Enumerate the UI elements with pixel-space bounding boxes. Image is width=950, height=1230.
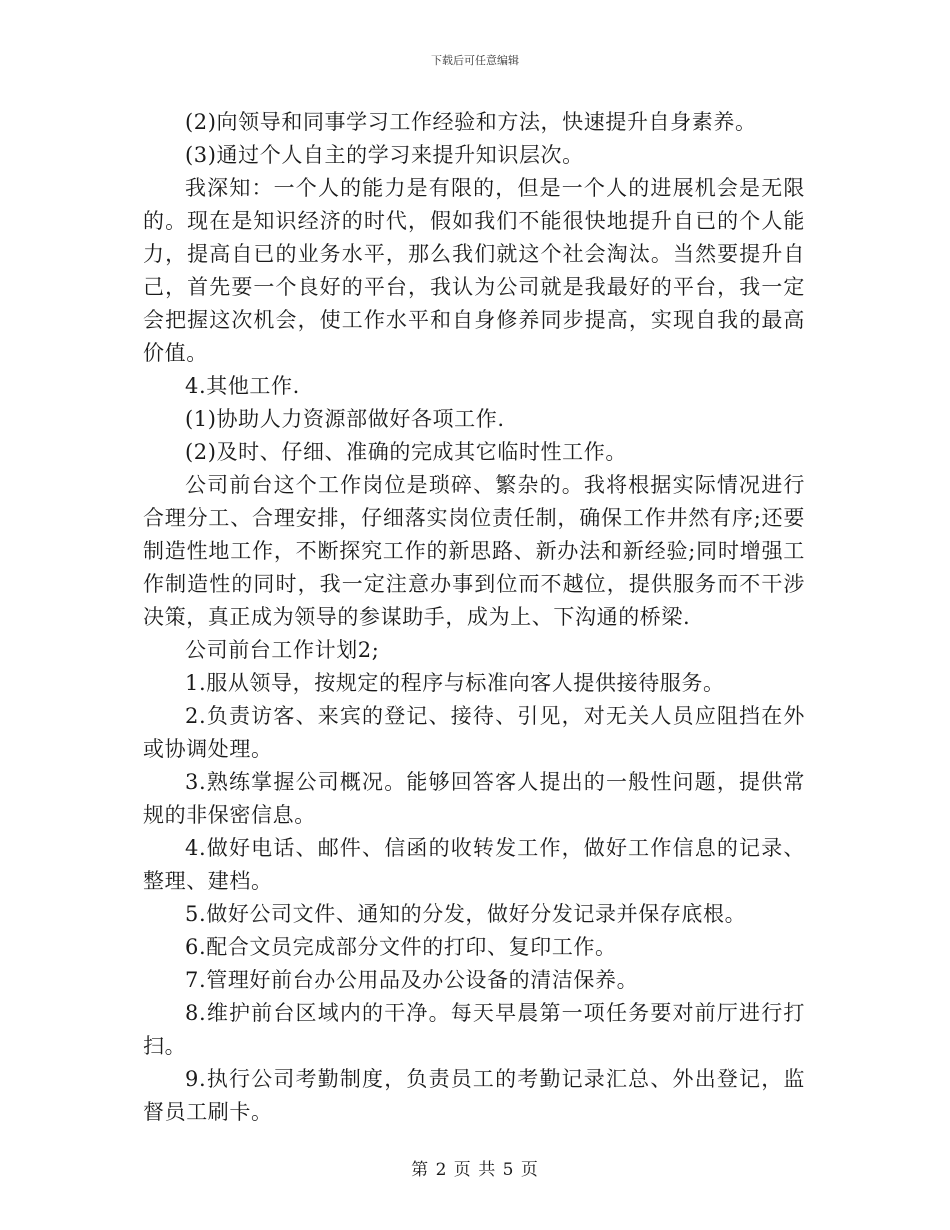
page-header: 下载后可任意编辑 bbox=[431, 54, 519, 67]
paragraph: (1)协助人力资源部做好各项工作. bbox=[185, 407, 505, 431]
document-body bbox=[143, 106, 805, 1129]
paragraph: 4.做好电话、邮件、信函的收转发工作，做好工作信息的记录、整理、建档。 bbox=[143, 836, 805, 893]
page-number: 第 2 页 共 5 页 bbox=[411, 1160, 539, 1180]
paragraph: 8.维护前台区域内的干净。每天早晨第一项任务要对前厅进行打扫。 bbox=[143, 1001, 805, 1058]
paragraph: (2)向领导和同事学习工作经验和方法，快速提升自身素养。 bbox=[185, 110, 757, 134]
paragraph: 6.配合文员完成部分文件的打印、复印工作。 bbox=[185, 935, 617, 959]
paragraph: 4.其他工作. bbox=[185, 374, 300, 398]
paragraph: 2.负责访客、来宾的登记、接待、引见，对无关人员应阻挡在外或协调处理。 bbox=[143, 704, 805, 761]
paragraph: 9.执行公司考勤制度，负责员工的考勤记录汇总、外出登记，监督员工刷卡。 bbox=[143, 1067, 805, 1124]
paragraph: 7.管理好前台办公用品及办公设备的清洁保养。 bbox=[185, 968, 639, 992]
paragraph: 3.熟练掌握公司概况。能够回答客人提出的一般性问题，提供常规的非保密信息。 bbox=[143, 770, 805, 827]
paragraph: 5.做好公司文件、通知的分发，做好分发记录并保存底根。 bbox=[185, 902, 747, 926]
paragraph: 1.服从领导，按规定的程序与标准向客人提供接待服务。 bbox=[185, 671, 725, 695]
paragraph: 公司前台工作计划2; bbox=[185, 638, 380, 662]
paragraph: 公司前台这个工作岗位是琐碎、繁杂的。我将根据实际情况进行合理分工、合理安排，仔细落实岗位责任制，确保工作井然有序;还要制造性地工作，不断探究工作的新思路、新办法和新经验;同时增强工作制造性的同时，我一定注意办事到位而不越位，提供服务而不干涉决策，真正成为领导的参谋助手，成为上、下沟通的桥梁. bbox=[143, 473, 805, 629]
paragraph: 我深知：一个人的能力是有限的，但是一个人的进展机会是无限的。现在是知识经济的时代，假如我们不能很快地提升自已的个人能力，提高自已的业务水平，那么我们就这个社会淘汰。当然要提升自己，首先要一个良好的平台，我认为公司就是我最好的平台，我一定会把握这次机会，使工作水平和自身修养同步提高，实现自我的最高价值。 bbox=[143, 176, 805, 365]
paragraph: (3)通过个人自主的学习来提升知识层次。 bbox=[185, 143, 584, 167]
paragraph: (2)及时、仔细、准确的完成其它临时性工作。 bbox=[185, 440, 627, 464]
